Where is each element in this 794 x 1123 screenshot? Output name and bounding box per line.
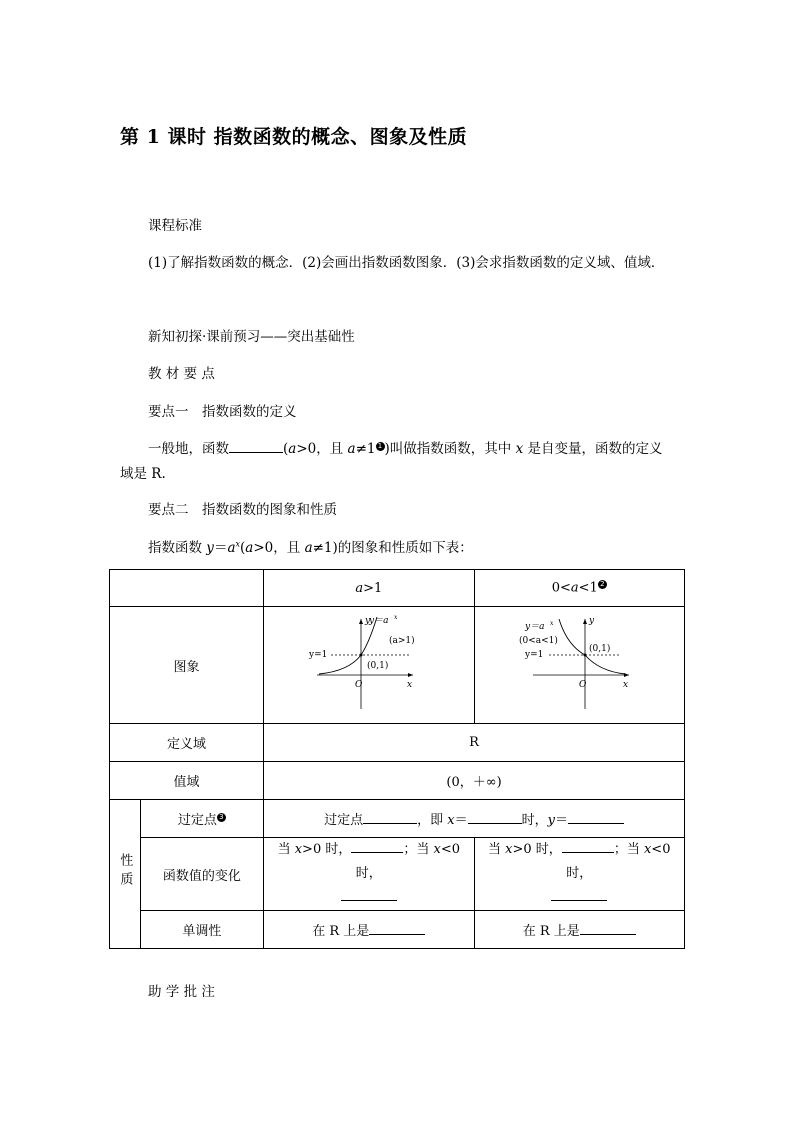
text-span: 0< [551,580,571,596]
var-x: x [447,813,455,828]
properties-table [109,569,685,949]
text-span: 时， [521,813,548,828]
text-span: 一般地，函数 [148,441,229,457]
point1-definition-line2: 域是 R. [120,466,166,482]
curriculum-text: (1)了解指数函数的概念．(2)会画出指数函数图象．(3)会求指数函数的定义域、值域． [148,255,665,271]
answer-blank[interactable] [341,888,397,901]
text-span: 过定点 [324,813,364,828]
var-a: a [347,441,356,457]
text-span: 在 R 上是 [522,924,580,939]
table-row-monotonicity [110,911,685,949]
text-span: 是自变量，函数的定义 [523,441,663,457]
text-span: ＝ [454,813,468,828]
table-corner-cell [110,570,264,607]
text-span: >0 时， [512,842,562,857]
var-a: a [288,441,297,457]
axis-label-x: x [406,680,412,690]
row-label-monotonicity: 单调性 [140,911,263,949]
footnote-mark-1[interactable]: 1 [376,442,385,451]
text-span: ( [240,540,246,556]
footnote-mark-2[interactable]: 2 [598,580,607,589]
header-a-lt-1 [474,570,684,607]
point1-heading: 要点一 指数函数的定义 [148,404,297,420]
axis-label-x: x [623,680,629,690]
var-x: x [643,842,652,857]
text-span: 过定点 [177,813,217,828]
helper-notes-heading: 助 学 批 注 [148,984,215,1000]
text-span: ；当 [613,842,644,857]
value-change-increasing [264,838,474,911]
text-span: ；当 [403,842,434,857]
group-label-text: 性质 [117,853,133,891]
exp-decay-graph [519,613,639,713]
var-x: x [505,842,513,857]
row-label-value-change: 函数值的变化 [140,838,263,911]
monotonicity-decreasing [474,911,684,949]
row-label-range: 值域 [110,762,264,800]
var-y: y [206,540,214,556]
answer-blank[interactable] [580,922,636,935]
table-row-fixed-point [110,800,685,838]
origin-label: O [354,680,363,690]
function-label: y＝a [525,622,545,632]
fixed-point-value [264,800,685,838]
textbook-points-heading: 教 材 要 点 [148,366,215,382]
answer-blank[interactable] [369,922,425,935]
y-equals-1-label: y=1 [308,650,328,660]
properties-group-label [110,800,141,949]
origin-label: O [579,680,587,690]
y-equals-1-label: y=1 [525,650,544,660]
var-a: a [355,580,364,596]
var-y: y [547,813,555,828]
axis-label-y: y [364,616,370,626]
text-span: ≠1 [355,441,376,457]
text-span: 当 [277,842,295,857]
var-x: x [433,842,441,857]
answer-blank[interactable] [468,811,522,824]
domain-value: R [264,724,685,762]
answer-blank[interactable] [363,811,417,824]
fixed-point-label: (0,1) [589,644,611,654]
value-change-decreasing [474,838,684,911]
row-label-domain: 定义域 [110,724,264,762]
answer-blank[interactable] [568,811,624,824]
text-span: >1 [363,580,383,596]
text-span: 当 [488,842,506,857]
header-a-gt-1 [264,570,474,607]
new-knowledge-heading: 新知初探·课前预习——突出基础性 [148,329,355,345]
footnote-mark-3[interactable]: 3 [217,813,226,822]
table-row-domain [110,724,685,762]
text-span: )叫做指数函数，其中 [384,441,516,457]
text-span: >0 时， [302,842,352,857]
var-x: x [515,441,524,457]
page-title: 第 1 课时 指数函数的概念、图象及性质 [120,126,468,148]
var-x: x [294,842,303,857]
text-span: <0 时， [566,842,671,881]
text-span: ＝ [554,813,568,828]
axis-label-y: y [589,616,595,626]
text-span: >0，且 [296,441,348,457]
graph-cell-increasing [264,607,474,724]
text-span: <1 [578,580,598,596]
text-span: <0 时， [355,842,460,881]
table-row-value-change [110,838,685,911]
point2-heading: 要点二 指数函数的图象和性质 [148,502,337,518]
monotonicity-increasing [264,911,474,949]
answer-blank[interactable] [562,840,614,853]
answer-blank[interactable] [229,440,283,453]
text-span: 指数函数 [148,540,207,556]
condition-label: (a>1) [388,636,415,646]
var-a: a [304,540,313,556]
answer-blank[interactable] [351,840,403,853]
range-value: (0，＋∞) [264,762,685,800]
row-label-fixed-point [140,800,263,838]
table-row-range [110,762,685,800]
point2-intro [148,536,473,556]
curriculum-heading: 课程标准 [148,218,202,234]
text-span: ( [283,441,289,457]
function-label: y＝a [368,616,389,626]
point1-definition-line1 [148,437,663,457]
var-a: a [245,540,254,556]
text-span: ，即 [417,813,448,828]
text-span: ＝ [213,540,228,556]
function-exponent: x [550,620,554,627]
fixed-point-label: (0,1) [366,661,389,671]
row-label-graph: 图象 [110,607,264,724]
var-a: a [570,580,579,596]
text-span: >0，且 [253,540,305,556]
answer-blank[interactable] [551,888,607,901]
var-a: a [227,540,236,556]
graph-cell-decreasing [474,607,684,724]
function-exponent: x [393,614,398,621]
var-x-exponent: x [235,539,241,549]
table-row-graph [110,607,685,724]
condition-label: (0<a<1) [519,636,559,646]
text-span: 在 R 上是 [312,924,370,939]
table-header-row [110,570,685,607]
text-span: ≠1)的图象和性质如下表： [312,540,473,556]
exp-growth-graph [309,613,429,713]
